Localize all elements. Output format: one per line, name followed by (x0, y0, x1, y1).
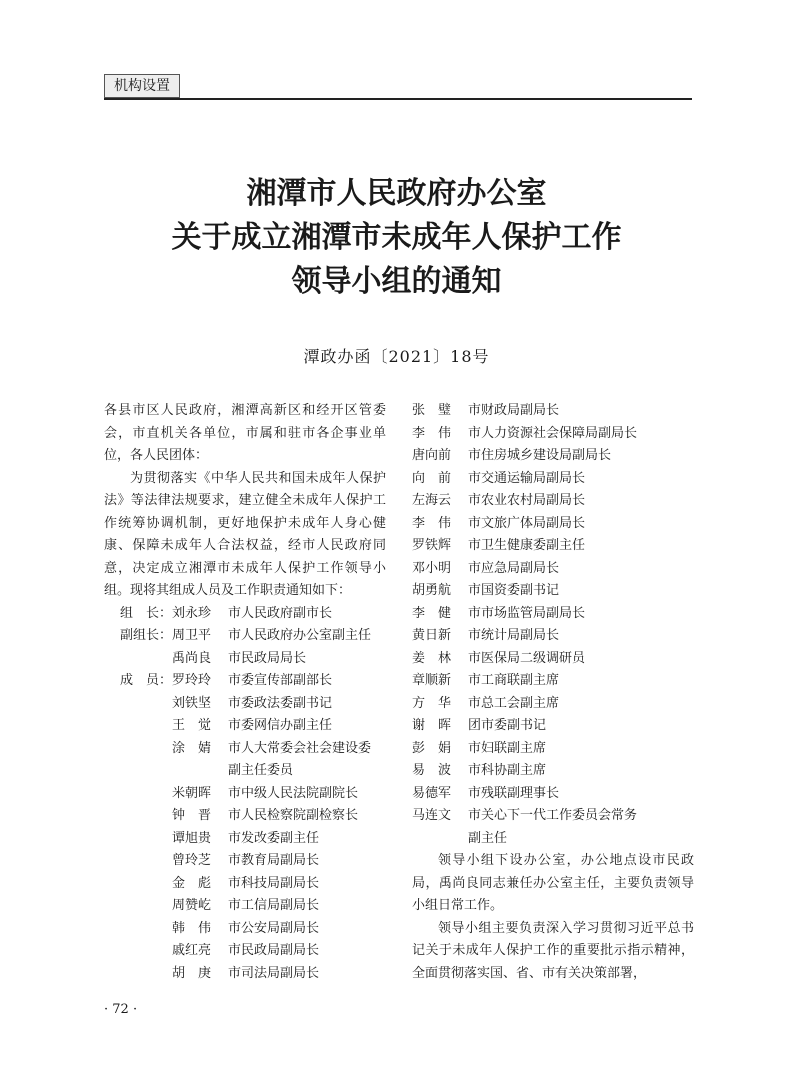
member-row (412, 783, 694, 806)
member-name: 易 波 (412, 763, 452, 778)
member-role (104, 783, 172, 806)
member-name: 姜 林 (412, 650, 452, 666)
member-position: 市民政局局长 (228, 650, 307, 666)
member-position: 市工信局副局长 (228, 898, 320, 913)
member-name: 胡 庚 (172, 965, 212, 981)
member-row (412, 580, 694, 603)
member-role (104, 648, 172, 671)
member-list-left (104, 603, 386, 986)
member-name: 禹尚良 (172, 650, 212, 666)
member-position-line-2: 副主任 (468, 830, 508, 846)
salutation: 各县市区人民政府，湘潭高新区和经开区管委会，市直机关各单位，市属和驻市各企事业单位，各人民团体： (104, 403, 386, 463)
section-tag: 机构设置 (104, 74, 180, 98)
duties-paragraph: 领导小组主要负责深入学习贯彻习近平总书记关于未成年人保护工作的重要批示指示精神，全面贯彻落实国、省、市有关决策部署， (412, 920, 694, 981)
member-row (104, 693, 386, 716)
right-column (412, 400, 694, 985)
member-name: 米朝晖 (172, 785, 212, 801)
member-role: 副组长： (119, 628, 172, 643)
member-position: 市农业农村局副局长 (468, 493, 586, 508)
member-row (104, 603, 386, 626)
member-row (104, 738, 386, 783)
left-column (104, 400, 386, 985)
member-position: 市财政局副局长 (468, 403, 560, 418)
member-position: 市总工会副主席 (468, 695, 560, 711)
title-line-2: 关于成立湘潭市未成年人保护工作 (171, 220, 622, 255)
member-role (104, 805, 172, 828)
member-role (104, 895, 172, 918)
member-row (412, 423, 694, 446)
member-row (104, 828, 386, 851)
member-name: 张 璧 (412, 403, 452, 418)
member-row (412, 805, 694, 850)
member-role (104, 940, 172, 963)
member-row (104, 670, 386, 693)
member-name: 谢 晖 (412, 718, 452, 733)
member-position: 市委宣传部副部长 (228, 673, 333, 688)
member-list-right (412, 400, 694, 850)
member-role: 成 员： (119, 673, 172, 688)
member-row (104, 648, 386, 671)
member-row (412, 400, 694, 423)
member-row (412, 625, 694, 648)
member-role (104, 873, 172, 896)
member-position: 市司法局副局长 (228, 965, 320, 981)
member-name: 谭旭贵 (172, 830, 212, 846)
member-position: 市发改委副主任 (228, 830, 320, 846)
member-row (412, 535, 694, 558)
member-row (104, 963, 386, 986)
member-position: 市医保局二级调研员 (468, 650, 586, 666)
member-name: 刘铁坚 (172, 695, 212, 711)
member-position: 市交通运输局副局长 (468, 470, 586, 486)
member-name: 李 健 (412, 605, 452, 621)
member-row (104, 873, 386, 896)
member-position: 市国资委副书记 (468, 583, 560, 598)
member-row (104, 895, 386, 918)
member-row (104, 918, 386, 941)
member-position: 市委网信办副主任 (228, 718, 333, 733)
member-row (412, 670, 694, 693)
member-position: 市工商联副主席 (468, 673, 560, 688)
member-row (412, 693, 694, 716)
member-position: 市科协副主席 (468, 763, 547, 778)
member-position: 市中级人民法院副院长 (228, 785, 359, 801)
member-position: 市民政局副局长 (228, 943, 320, 958)
intro-paragraph: 为贯彻落实《中华人民共和国未成年人保护法》等法律法规要求，建立健全未成年人保护工作统筹协调机制，更好地保护未成年人身心健康、保障未成年人合法权益，经市人民政府同意，决定成立湘潭市未成年人保护工作领导小组。现将其组成人员及工作职责通知如下： (104, 470, 386, 598)
member-name: 彭 娟 (412, 740, 452, 756)
member-position-line-2: 副主任委员 (228, 763, 294, 778)
member-position: 市人民政府办公室副主任 (228, 628, 372, 643)
member-position: 市人力资源社会保障局副局长 (468, 425, 638, 441)
member-name: 韩 伟 (172, 920, 212, 936)
member-position: 团市委副书记 (468, 718, 547, 733)
member-name: 涂 婧 (172, 740, 212, 756)
member-position: 市应急局副局长 (468, 560, 560, 576)
member-position: 市市场监管局副局长 (468, 605, 586, 621)
member-name: 戚红亮 (172, 943, 212, 958)
member-role (104, 738, 172, 783)
member-name: 方 华 (412, 695, 452, 711)
member-name: 马连文 (412, 808, 452, 823)
member-row (104, 940, 386, 963)
member-name: 左海云 (412, 493, 452, 508)
member-name: 钟 晋 (172, 808, 212, 823)
member-name: 周卫平 (172, 628, 212, 643)
member-row (412, 760, 694, 783)
member-position: 市妇联副主席 (468, 740, 547, 756)
member-role (104, 693, 172, 716)
member-name: 黄日新 (412, 628, 452, 643)
member-position (228, 738, 386, 783)
member-role (104, 850, 172, 873)
member-name: 胡勇航 (412, 583, 452, 598)
member-role (104, 963, 172, 986)
title-line-1: 湘潭市人民政府办公室 (246, 176, 547, 211)
member-row (104, 715, 386, 738)
member-row (412, 738, 694, 761)
member-name: 曾玲芝 (172, 853, 212, 868)
member-row (412, 513, 694, 536)
member-position (468, 805, 694, 850)
member-position: 市公安局副局长 (228, 920, 320, 936)
document-title (0, 172, 793, 304)
member-position: 市文旅广体局副局长 (468, 515, 586, 531)
member-name: 周赞屹 (172, 898, 212, 913)
member-name: 向 前 (412, 470, 452, 486)
document-number: 潭政办函〔2021〕18号 (303, 347, 490, 366)
member-row (412, 445, 694, 468)
member-name: 易德军 (412, 785, 452, 801)
member-role: 组 长： (119, 605, 172, 621)
member-name: 唐向前 (412, 448, 452, 463)
member-position: 市住房城乡建设局副局长 (468, 448, 612, 463)
member-position: 市人民检察院副检察长 (228, 808, 359, 823)
member-name: 李 伟 (412, 425, 452, 441)
member-position: 市委政法委副书记 (228, 695, 333, 711)
member-name: 罗玲玲 (172, 673, 212, 688)
member-row (412, 558, 694, 581)
member-role (104, 828, 172, 851)
member-name: 李 伟 (412, 515, 452, 531)
member-role (104, 715, 172, 738)
member-position-line-1: 市关心下一代工作委员会常务 (468, 808, 638, 823)
member-role (104, 918, 172, 941)
member-position: 市人民政府副市长 (228, 605, 333, 621)
member-position: 市统计局副局长 (468, 628, 560, 643)
member-row (412, 648, 694, 671)
member-name: 章顺新 (412, 673, 452, 688)
member-position: 市残联副理事长 (468, 785, 560, 801)
member-row (412, 715, 694, 738)
title-line-3: 领导小组的通知 (291, 264, 502, 299)
member-name: 刘永珍 (172, 605, 212, 621)
member-row (412, 603, 694, 626)
member-position-line-1: 市人大常委会社会建设委 (228, 740, 372, 756)
member-name: 罗铁辉 (412, 538, 452, 553)
member-position: 市教育局副局长 (228, 853, 320, 868)
page-number: · 72 · (104, 1002, 138, 1017)
member-row (104, 783, 386, 806)
member-position: 市卫生健康委副主任 (468, 538, 586, 553)
member-name: 王 觉 (172, 718, 212, 733)
member-row (104, 805, 386, 828)
member-name: 金 彪 (172, 875, 212, 891)
member-name: 邓小明 (412, 560, 452, 576)
member-row (412, 468, 694, 491)
member-position: 市科技局副局长 (228, 875, 320, 891)
member-row (104, 850, 386, 873)
header-rule (104, 98, 692, 100)
member-row (412, 490, 694, 513)
member-row (104, 625, 386, 648)
office-paragraph: 领导小组下设办公室，办公地点设市民政局，禹尚良同志兼任办公室主任，主要负责领导小组日常工作。 (412, 853, 694, 913)
